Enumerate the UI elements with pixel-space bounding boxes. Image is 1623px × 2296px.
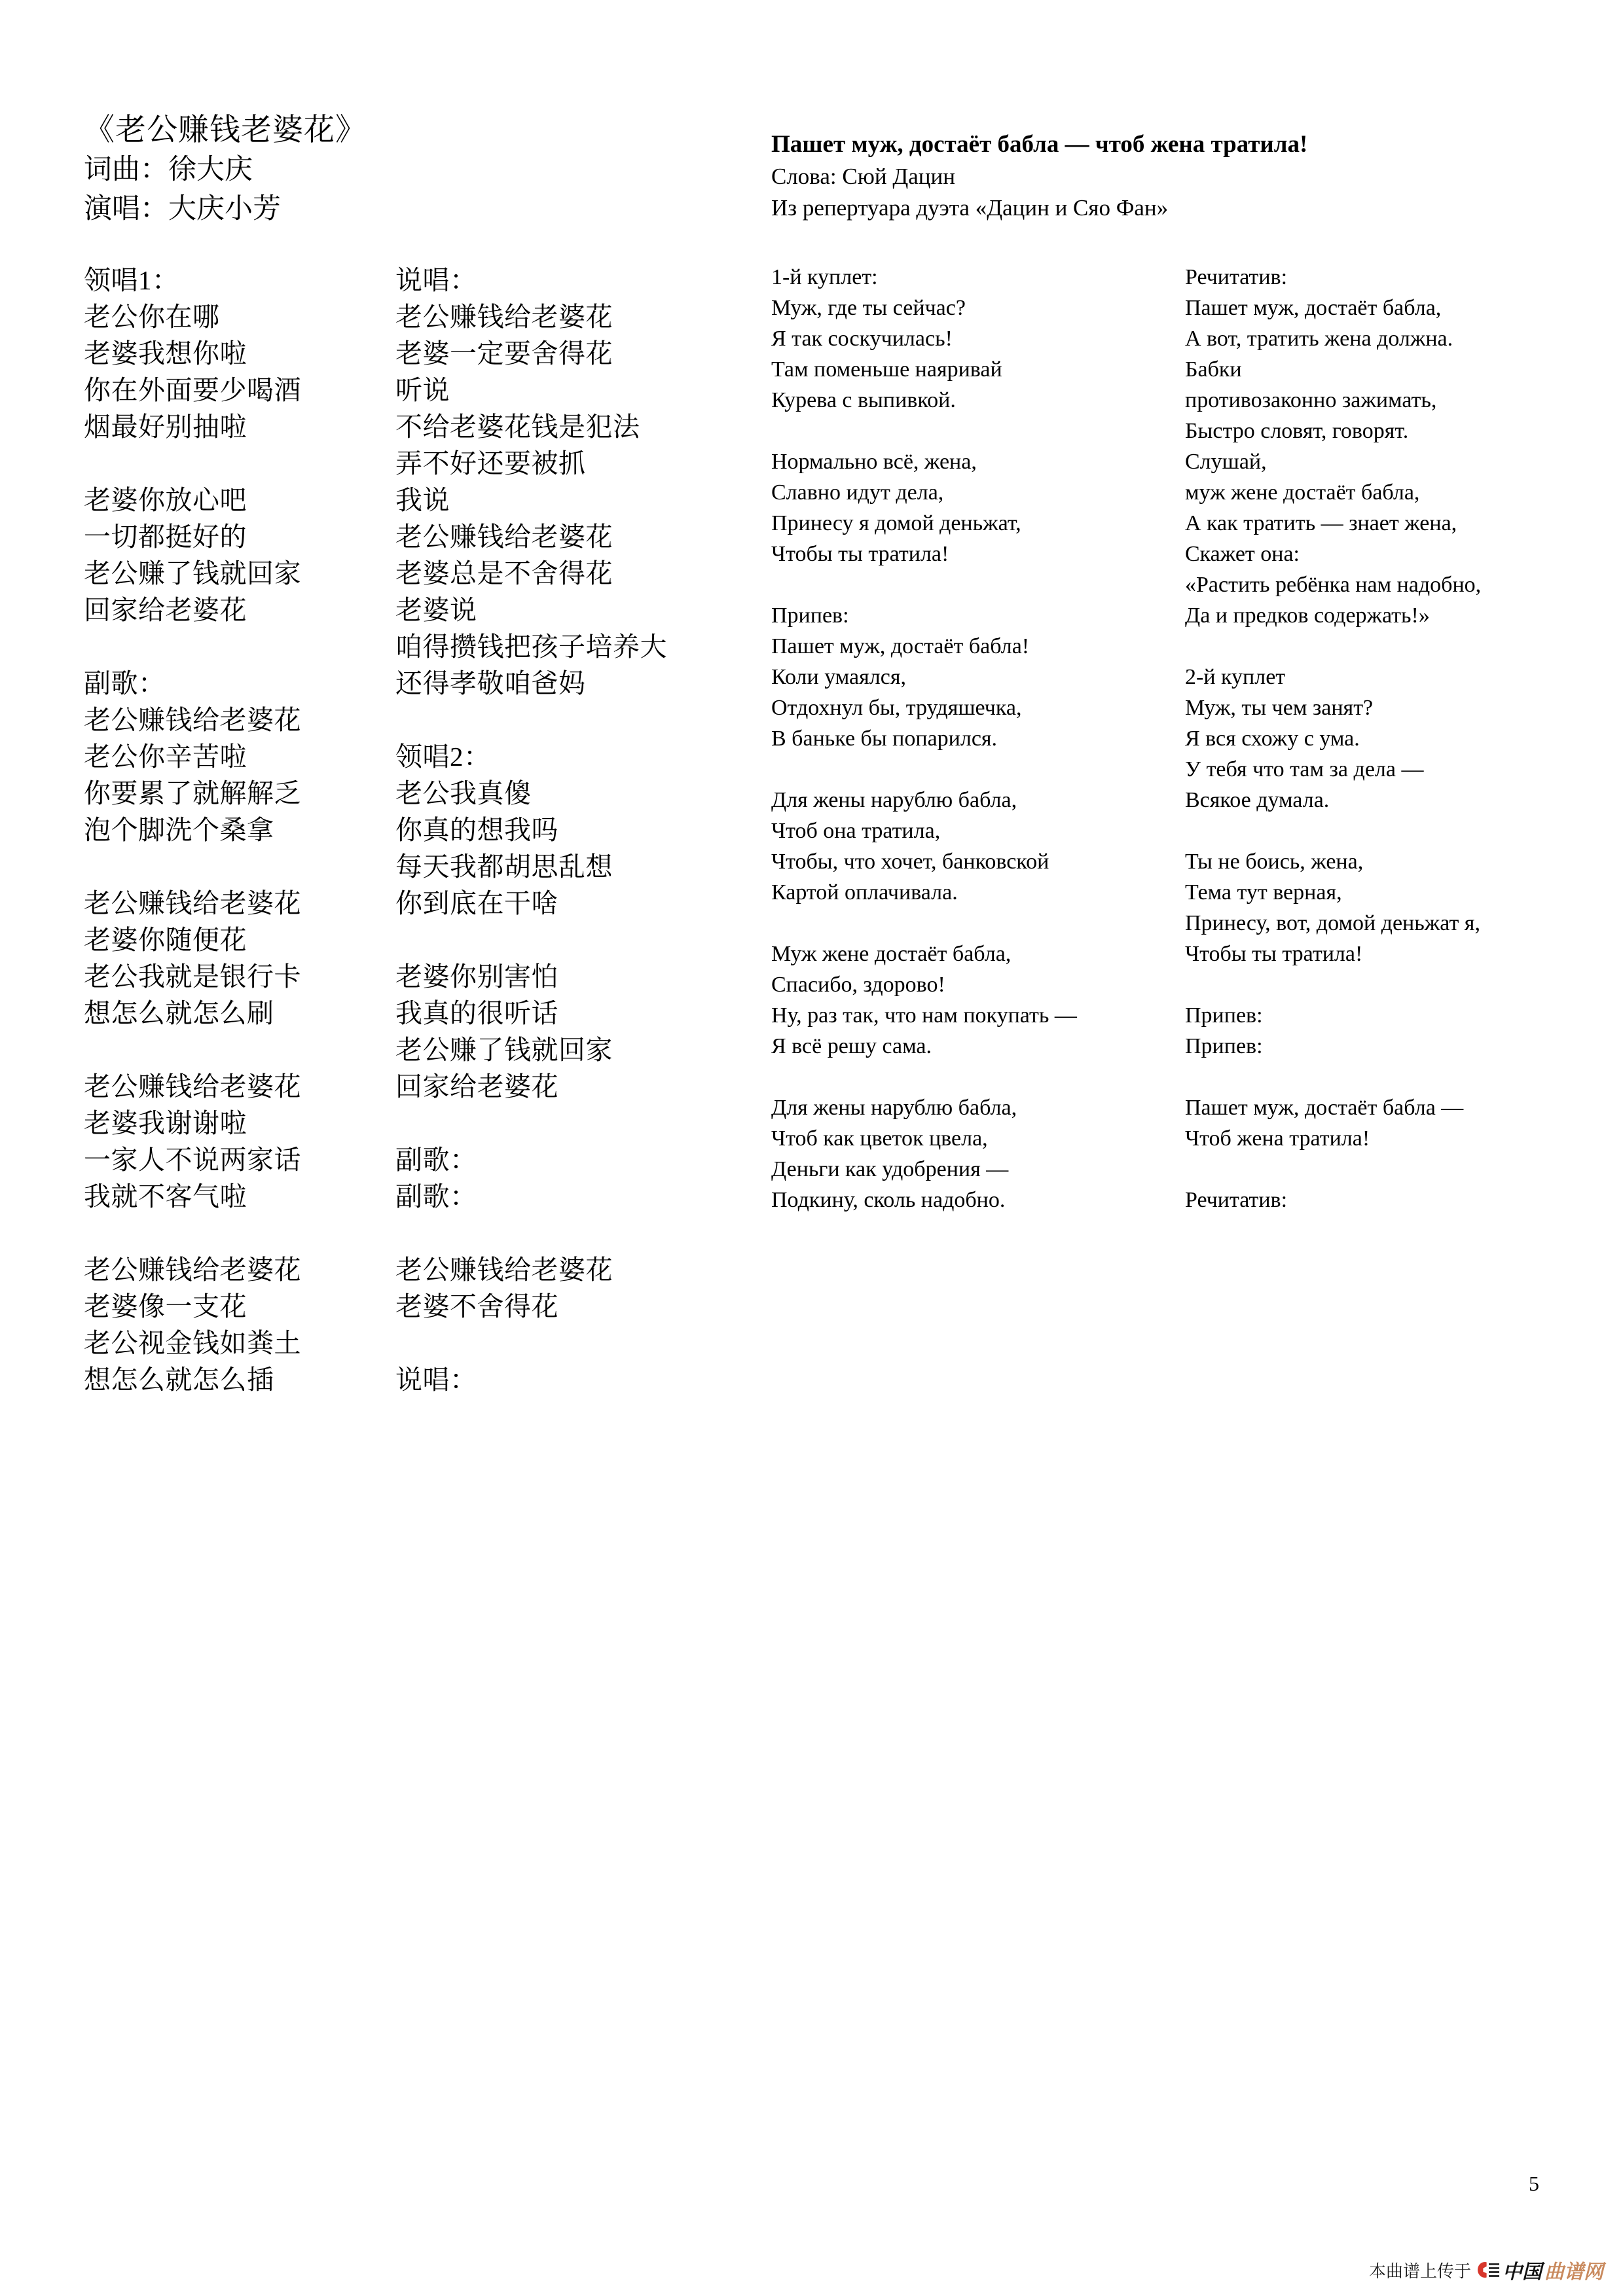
stanza [771,785,1164,908]
lyric-line: Чтобы ты тратила! [1185,942,1363,966]
stanza-spacer [84,445,372,482]
lyric-line: 老公赚了钱就回家 [84,558,301,588]
lyric-line: Припев: [1185,1034,1263,1058]
stanza [84,665,372,848]
lyric-line: 一切都挺好的 [84,522,247,552]
lyric-line: 烟最好别抽啦 [84,412,247,442]
lyric-line: Я вся схожу с ума. [1185,726,1360,751]
stanza-spacer [84,628,372,665]
stanza-heading: Речитатив: [1185,265,1288,289]
lyric-line: 弄不好还要被抓 [395,448,586,478]
lyric-line: 老公你在哪 [84,302,220,332]
russian-repertoire-credit: Из репертуара дуэта «Дацин и Сяо Фан» [771,195,1169,221]
stanza-spacer [1185,1062,1591,1092]
lyric-line: Деньги как удобрения — [771,1157,1009,1181]
lyric-line: 老婆不舍得花 [395,1291,558,1321]
lyric-line: Всякое думала. [1185,788,1330,812]
lyric-line: 老婆我想你啦 [84,338,247,368]
stanza-heading: 2-й куплет [1185,665,1286,689]
lyric-line: Картой оплачивала. [771,880,958,905]
stanza-spacer [395,702,736,738]
stanza-spacer [1185,816,1591,846]
stanza [84,482,372,628]
lyric-line: 老公赚钱给老婆花 [84,705,301,735]
stanza [1185,1092,1591,1154]
lyric-line: 不给老婆花钱是犯法 [395,412,640,442]
lyric-line: Чтобы, что хочет, банковской [771,850,1049,874]
russian-lyricist-credit: Слова: Сюй Дацин [771,164,955,189]
lyric-line: У тебя что там за дела — [1185,757,1424,781]
stanza-spacer [84,1215,372,1251]
chinese-header [84,110,542,229]
lyric-line: 你要累了就解解乏 [84,778,301,808]
lyric-line: 老婆像一支花 [84,1291,247,1321]
russian-header [771,128,1465,224]
lyric-line: Чтоб жена тратила! [1185,1126,1370,1151]
chinese-performer-credit: 演唱：大庆小芳 [84,194,281,224]
lyric-line: противозаконно зажимать, [1185,388,1437,412]
lyric-line: А вот, тратить жена должна. [1185,327,1453,351]
lyric-line: 泡个脚洗个桑拿 [84,815,274,845]
lyric-line: 你到底在干啥 [395,888,558,918]
lyric-line: 副歌： [395,1145,477,1175]
lyric-line: 老婆说 [395,595,477,625]
lyric-line: Бабки [1185,357,1242,382]
stanza [1185,662,1591,816]
lyric-line: 我真的很听话 [395,998,558,1028]
stanza-spacer [395,922,736,958]
stanza-spacer [395,1325,736,1361]
footer-watermark [1369,2255,1603,2284]
stanza [771,1092,1164,1215]
lyric-line: 老婆你随便花 [84,925,247,955]
stanza [395,1251,736,1325]
stanza-spacer [771,1062,1164,1092]
lyric-line: Муж жене достаёт бабла, [771,942,1012,966]
lyric-line: 副歌： [395,1181,477,1211]
lyric-line: Принесу, вот, домой деньжат я, [1185,911,1480,935]
lyric-line: 老公我就是银行卡 [84,961,301,992]
lyric-line: Для жены нарублю бабла, [771,1096,1017,1120]
lyric-line: Тема тут верная, [1185,880,1342,905]
lyric-line: 老公赚了钱就回家 [395,1035,613,1065]
lyric-line: 老公我真傻 [395,778,532,808]
lyric-line: В баньке бы попарился. [771,726,998,751]
stanza-spacer [771,908,1164,939]
lyric-line: 老公你辛苦啦 [84,742,247,772]
lyric-line: 老婆你放心吧 [84,485,247,515]
lyric-line: 咱得攒钱把孩子培养大 [395,632,667,662]
lyric-line: Чтоб она тратила, [771,819,941,843]
lyric-line: 说唱： [395,1365,477,1395]
watermark-uploaded-text: 本曲谱上传于 [1368,2261,1471,2281]
stanza [1185,846,1591,969]
lyric-line: 老婆一定要舍得花 [395,338,613,368]
lyric-line: 老婆总是不舍得花 [395,558,613,588]
lyric-line: Да и предков содержать!» [1185,603,1430,628]
stanza [84,885,372,1031]
stanza-heading: 领唱1： [84,265,179,295]
lyric-line: 老公赚钱给老婆花 [395,522,613,552]
lyric-line: Там поменьше наяривай [771,357,1002,382]
lyric-line: 想怎么就怎么插 [84,1365,274,1395]
lyric-line: 老公赚钱给老婆花 [84,888,301,918]
lyric-line: 老公赚钱给老婆花 [84,1071,301,1102]
qupu-logo [1478,2255,1603,2284]
lyric-line: Пашет муж, достаёт бабла! [771,634,1030,658]
lyric-line: Муж, ты чем занят? [1185,696,1374,720]
stanza [395,262,736,702]
stanza [395,1361,736,1398]
lyric-line: Я всё решу сама. [771,1034,932,1058]
lyric-line: муж жене достаёт бабла, [1185,480,1420,505]
stanza-heading: Припев: [771,603,849,628]
stanza-spacer [1185,631,1591,662]
lyric-line: 老婆你别害怕 [395,961,558,992]
lyric-line: 每天我都胡思乱想 [395,852,613,882]
lyrics-column-chinese-right [395,262,736,1398]
lyric-line: 想怎么就怎么刷 [84,998,274,1028]
lyric-line: Чтобы ты тратила! [771,542,949,566]
stanza [1185,1185,1591,1215]
lyric-line: Ты не боись, жена, [1185,850,1364,874]
watermark-site-name-secondary: 曲谱网 [1544,2261,1603,2283]
lyric-line: Чтоб как цветок цвела, [771,1126,988,1151]
stanza-heading: 1-й куплет: [771,265,878,289]
lyric-line: Муж, где ты сейчас? [771,296,966,320]
stanza [771,446,1164,569]
lyric-line: Коли умаялся, [771,665,906,689]
stanza [771,262,1164,416]
lyric-line: 回家给老婆花 [395,1071,558,1102]
lyric-line: 我就不客气啦 [84,1181,247,1211]
lyric-line: Речитатив: [1185,1188,1288,1212]
lyric-line: Быстро словят, говорят. [1185,419,1409,443]
stanza-spacer [771,416,1164,446]
lyric-line: 你真的想我吗 [395,815,558,845]
stanza [84,1251,372,1398]
music-note-logo-icon [1478,2261,1500,2279]
lyric-line: 我说 [395,485,450,515]
lyrics-column-russian-left [771,262,1164,1215]
russian-song-title: Пашет муж, достаёт бабла — чтоб жена тратила! [771,131,1308,158]
lyric-line: Слушай, [1185,450,1267,474]
lyric-line: 老公赚钱给老婆花 [395,1255,613,1285]
stanza [84,262,372,445]
lyric-line: 老公赚钱给老婆花 [84,1255,301,1285]
stanza-spacer [395,1215,736,1251]
stanza-spacer [84,848,372,885]
lyric-line: 回家给老婆花 [84,595,247,625]
stanza-spacer [84,1031,372,1068]
lyric-line: «Растить ребёнка нам надобно, [1185,573,1482,597]
lyric-line: 你在外面要少喝酒 [84,375,301,405]
lyric-line: 老公赚钱给老婆花 [395,302,613,332]
watermark-site-name-primary: 中国 [1503,2261,1542,2283]
stanza-spacer [1185,969,1591,1000]
lyric-line: 老婆我谢谢啦 [84,1108,247,1138]
lyric-line: Подкину, сколь надобно. [771,1188,1006,1212]
stanza [1185,1000,1591,1062]
lyric-line: Славно идут дела, [771,480,944,505]
stanza-spacer [771,569,1164,600]
lyrics-column-russian-right [1185,262,1591,1215]
stanza [771,600,1164,754]
lyric-line: Отдохнул бы, трудяшечка, [771,696,1022,720]
stanza-heading: 领唱2： [395,742,491,772]
lyric-line: 还得孝敬咱爸妈 [395,668,586,698]
lyric-line: Нормально всё, жена, [771,450,977,474]
lyric-line: Спасибо, здорово! [771,973,945,997]
lyric-line: Я так соскучилась! [771,327,953,351]
lyric-line: Пашет муж, достаёт бабла, [1185,296,1442,320]
stanza-spacer [771,754,1164,785]
stanza [771,939,1164,1062]
stanza [395,738,736,922]
stanza-heading: 说唱： [395,265,477,295]
stanza [1185,262,1591,631]
lyric-line: Ну, раз так, что нам покупать — [771,1003,1077,1028]
stanza-spacer [1185,1154,1591,1185]
lyric-line: Принесу я домой деньжат, [771,511,1021,535]
lyric-line: Припев: [1185,1003,1263,1028]
lyric-line: 听说 [395,375,450,405]
stanza [84,1068,372,1215]
chinese-lyricist-credit: 词曲：徐大庆 [84,154,253,185]
lyric-line: Скажет она: [1185,542,1300,566]
stanza-spacer [395,1105,736,1141]
chinese-song-title: 《老公赚钱老婆花》 [84,113,367,147]
page-number: 5 [1529,2172,1539,2195]
stanza [395,1141,736,1215]
lyric-line: 老公视金钱如粪土 [84,1328,301,1358]
lyrics-column-chinese-left [84,262,372,1398]
lyric-line: Пашет муж, достаёт бабла — [1185,1096,1464,1120]
lyric-line: Курева с выпивкой. [771,388,956,412]
stanza [395,958,736,1105]
lyric-line: Для жены нарублю бабла, [771,788,1017,812]
lyric-line: А как тратить — знает жена, [1185,511,1457,535]
lyric-line: 一家人不说两家话 [84,1145,301,1175]
stanza-heading: 副歌： [84,668,166,698]
